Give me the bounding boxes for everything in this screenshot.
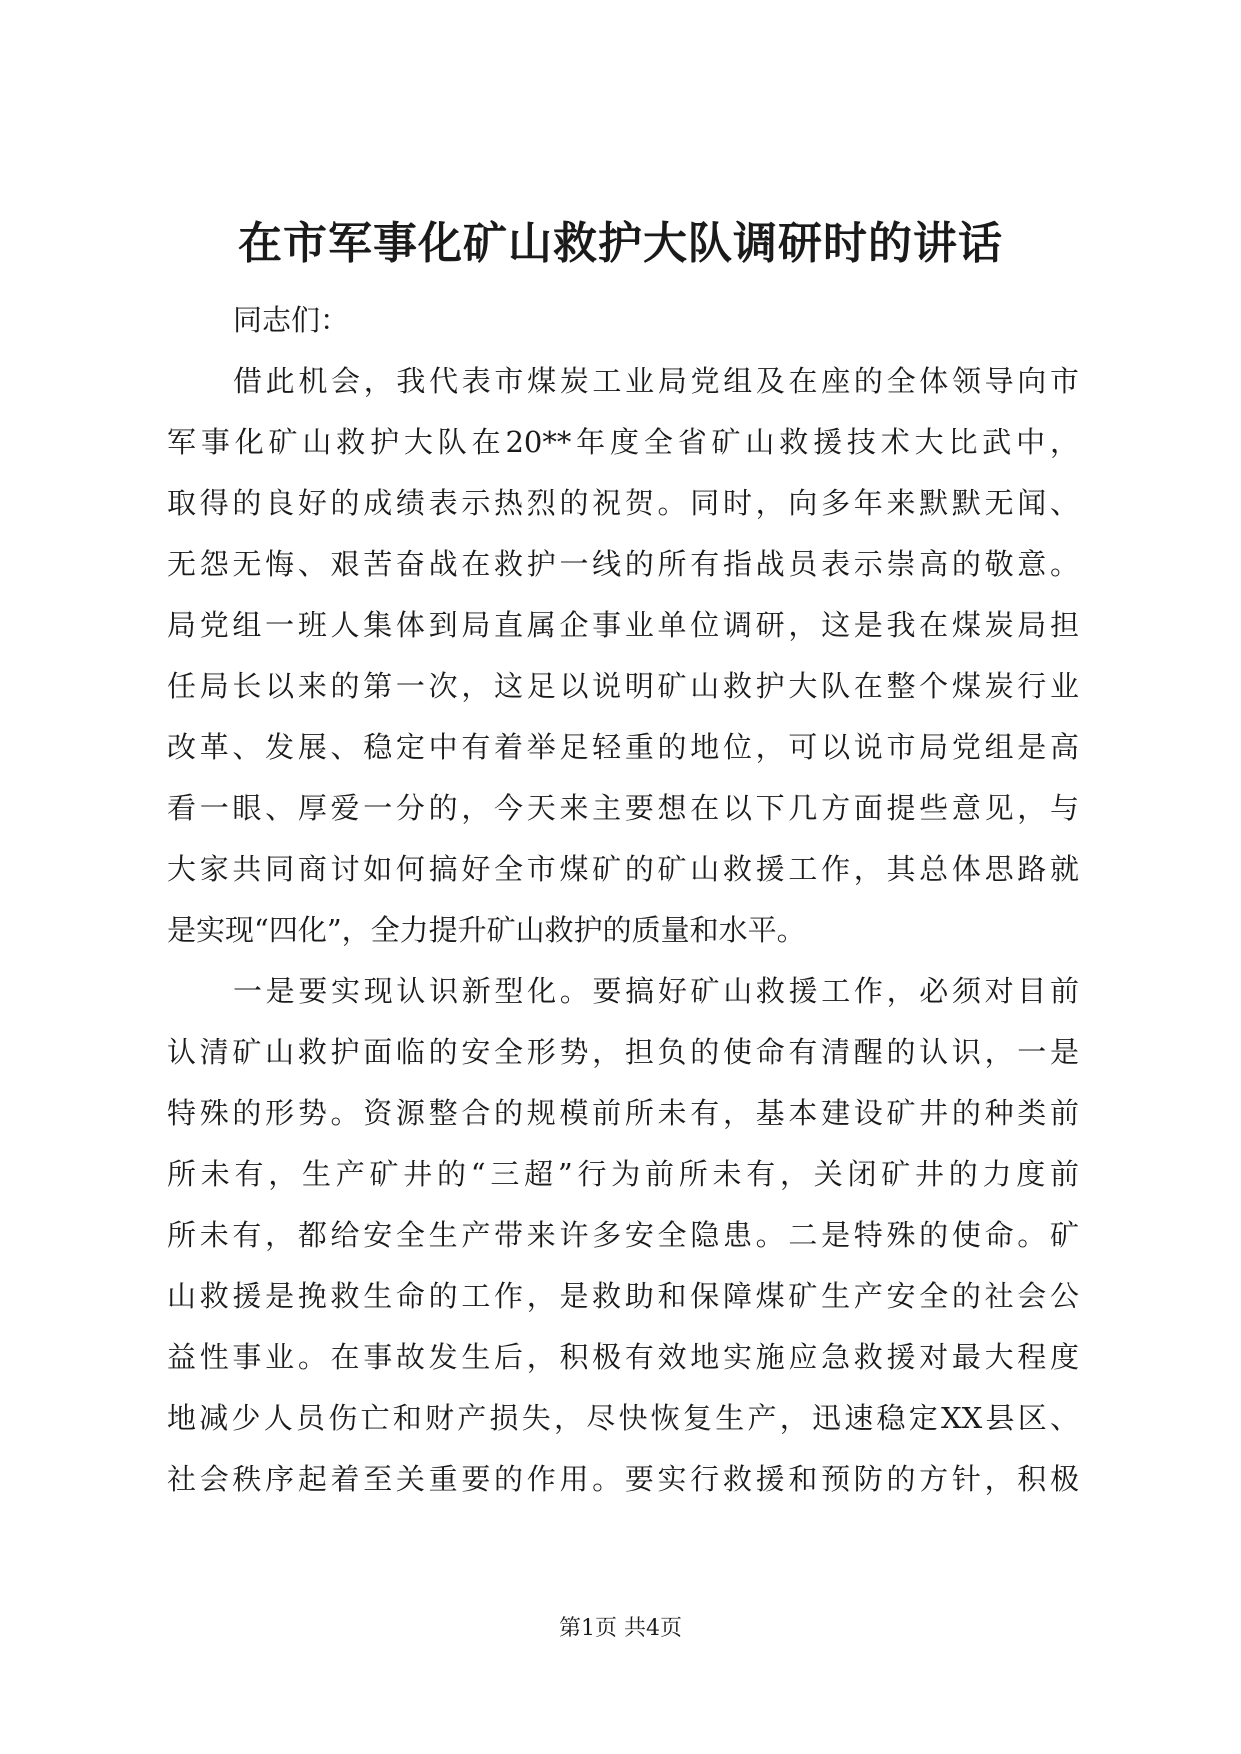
paragraph-line: 大家共同商讨如何搞好全市煤矿的矿山救援工作，其总体思路就 <box>167 852 1079 886</box>
paragraph-line: 任局长以来的第一次，这足以说明矿山救护大队在整个煤炭行业 <box>167 669 1079 703</box>
paragraph-line: 一是要实现认识新型化。要搞好矿山救援工作，必须对目前 <box>233 974 1079 1008</box>
paragraph-line: 看一眼、厚爱一分的，今天来主要想在以下几方面提些意见，与 <box>167 791 1079 825</box>
paragraph-line: 局党组一班人集体到局直属企事业单位调研，这是我在煤炭局担 <box>167 608 1079 642</box>
paragraph-line: 所未有，都给安全生产带来许多安全隐患。二是特殊的使命。矿 <box>167 1218 1079 1252</box>
paragraph-line: 认清矿山救护面临的安全形势，担负的使命有清醒的认识，一是 <box>167 1035 1079 1069</box>
paragraph-line: 特殊的形势。资源整合的规模前所未有，基本建设矿井的种类前 <box>167 1096 1079 1130</box>
paragraph-line: 山救援是挽救生命的工作，是救助和保障煤矿生产安全的社会公 <box>167 1279 1079 1313</box>
paragraph-line: 地减少人员伤亡和财产损失，尽快恢复生产，迅速稳定XX县区、 <box>167 1401 1079 1435</box>
paragraph-line: 益性事业。在事故发生后，积极有效地实施应急救援对最大程度 <box>167 1340 1079 1374</box>
paragraph-line: 所未有，生产矿井的“三超”行为前所未有，关闭矿井的力度前 <box>167 1157 1079 1191</box>
paragraph-line: 借此机会，我代表市煤炭工业局党组及在座的全体领导向市 <box>233 364 1079 398</box>
salutation-line: 同志们： <box>233 303 350 337</box>
paragraph-line: 无怨无悔、艰苦奋战在救护一线的所有指战员表示崇高的敬意。 <box>167 547 1079 581</box>
paragraph-line: 社会秩序起着至关重要的作用。要实行救援和预防的方针，积极 <box>167 1462 1079 1496</box>
paragraph-line: 军事化矿山救护大队在20**年度全省矿山救援技术大比武中， <box>167 425 1079 459</box>
page-number-footer: 第1页 共4页 <box>559 1616 682 1641</box>
paragraph-line: 取得的良好的成绩表示热烈的祝贺。同时，向多年来默默无闻、 <box>167 486 1079 520</box>
paragraph-line: 是实现“四化”，全力提升矿山救护的质量和水平。 <box>167 913 806 947</box>
paragraph-line: 改革、发展、稳定中有着举足轻重的地位，可以说市局党组是高 <box>167 730 1079 764</box>
document-title: 在市军事化矿山救护大队调研时的讲话 <box>238 218 1003 269</box>
document-body <box>167 290 1079 1510</box>
